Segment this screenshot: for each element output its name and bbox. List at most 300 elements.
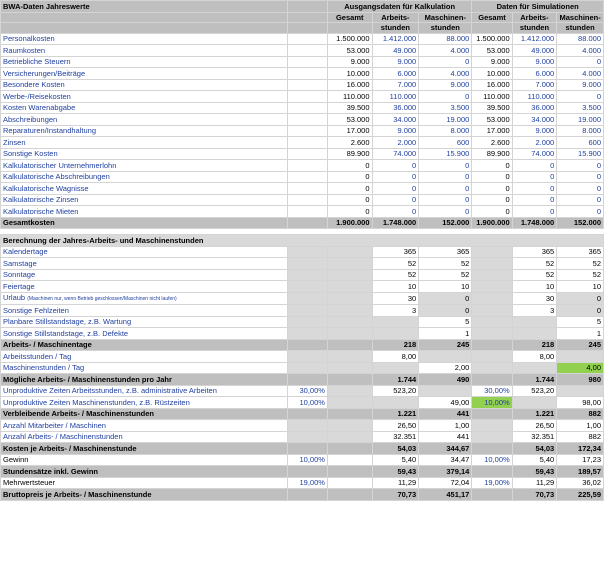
empty-cell (557, 351, 604, 363)
sim-maschine-value[interactable]: 0 (557, 305, 604, 317)
empty-cell (327, 316, 372, 328)
sim-arbeit-value[interactable]: 11,29 (512, 477, 557, 489)
cost-arbeit[interactable]: 0 (372, 160, 419, 172)
sim-arbeit-value[interactable]: 30 (512, 292, 557, 305)
cost-gesamt[interactable]: 110.000 (327, 91, 372, 103)
sim-maschine-value[interactable]: 225,59 (557, 489, 604, 501)
maschine-value[interactable]: 245 (419, 339, 472, 351)
cost-label: Versicherungen/Beiträge (1, 68, 288, 80)
empty-cell (287, 56, 327, 68)
row-label: Sonstige Stillstandstage, z.B. Defekte (1, 328, 288, 340)
sim-arbeit-value[interactable]: 70,73 (512, 489, 557, 501)
cost-arbeit[interactable]: 1.412.000 (372, 33, 419, 45)
cost-label: Raumkosten (1, 45, 288, 57)
empty-cell (327, 466, 372, 478)
cost-maschine[interactable]: 9.000 (419, 79, 472, 91)
pct-value[interactable]: 10,00% (287, 454, 327, 466)
cost-arbeit[interactable]: 0 (372, 183, 419, 195)
cost-gesamt[interactable]: 9.000 (327, 56, 372, 68)
empty-cell (287, 431, 327, 443)
sim-maschine[interactable]: 8.000 (557, 125, 604, 137)
empty-cell (327, 351, 372, 363)
cost-maschine[interactable]: 4.000 (419, 45, 472, 57)
sim-gesamt[interactable]: 0 (472, 160, 512, 172)
row-label: Anzahl Mitarbeiter / Maschinen (1, 420, 288, 432)
arbeit-value[interactable]: 365 (372, 246, 419, 258)
row-label: Kalendertage (1, 246, 288, 258)
empty-cell (327, 408, 372, 420)
subtotal-row (1, 408, 604, 420)
arbeit-value[interactable]: 32.351 (372, 431, 419, 443)
sim-maschine[interactable]: 15.900 (557, 148, 604, 160)
cost-gesamt[interactable]: 16.000 (327, 79, 372, 91)
sim-arbeit-value[interactable]: 52 (512, 258, 557, 270)
sim-arbeit-value[interactable]: 1.221 (512, 408, 557, 420)
arbeit-value[interactable]: 54,03 (372, 443, 419, 455)
empty-cell (472, 305, 512, 317)
sim-gesamt[interactable]: 16.000 (472, 79, 512, 91)
sim-arbeit-value[interactable]: 32.351 (512, 431, 557, 443)
gesamtkosten-row (1, 217, 604, 229)
table-row (1, 305, 604, 317)
cost-maschine[interactable]: 88.000 (419, 33, 472, 45)
maschine-value[interactable]: 2,00 (419, 362, 472, 374)
sim-maschine-value[interactable]: 5 (557, 316, 604, 328)
sim-maschine-value[interactable]: 172,34 (557, 443, 604, 455)
sim-arbeit[interactable]: 1.412.000 (512, 33, 557, 45)
empty-cell (472, 431, 512, 443)
arbeit-value[interactable]: 26,50 (372, 420, 419, 432)
sim-gesamt[interactable]: 0 (472, 194, 512, 206)
empty-cell (472, 489, 512, 501)
sim-maschine-value[interactable]: 10 (557, 281, 604, 293)
sim-arbeit-value[interactable]: 523,20 (512, 385, 557, 397)
sim-arbeit-value[interactable]: 3 (512, 305, 557, 317)
cost-label: Werbe-/Reisekosten (1, 91, 288, 103)
maschine-value[interactable]: 49,00 (419, 397, 472, 409)
sim-arbeit[interactable]: 0 (512, 160, 557, 172)
maschine-value[interactable]: 1,00 (419, 420, 472, 432)
table-row (1, 477, 604, 489)
empty-cell (327, 374, 372, 386)
sim-arbeit[interactable]: 74.000 (512, 148, 557, 160)
empty-cell (472, 466, 512, 478)
sim-gesamt[interactable]: 1.500.000 (472, 33, 512, 45)
empty-cell (287, 33, 327, 45)
sim-arbeit-value[interactable]: 5,40 (512, 454, 557, 466)
arbeit-value[interactable]: 523,20 (372, 385, 419, 397)
sim-arbeit-value[interactable]: 365 (512, 246, 557, 258)
empty-cell (327, 431, 372, 443)
maschine-value[interactable]: 0 (419, 292, 472, 305)
empty-cell (287, 1, 327, 13)
empty-cell (372, 362, 419, 374)
cost-gesamt[interactable]: 0 (327, 160, 372, 172)
sim-arbeit-value[interactable]: 1.744 (512, 374, 557, 386)
empty-cell (327, 454, 372, 466)
sim-arbeit[interactable]: 49.000 (512, 45, 557, 57)
row-label: Arbeits- / Maschinentage (1, 339, 288, 351)
table-row (1, 397, 604, 409)
sim-maschine-value[interactable]: 189,57 (557, 466, 604, 478)
sim-arbeit[interactable]: 0 (512, 206, 557, 218)
row-label: Stundensätze inkl. Gewinn (1, 466, 288, 478)
sim-arbeit[interactable]: 0 (512, 194, 557, 206)
cost-arbeit[interactable]: 36.000 (372, 102, 419, 114)
pct-value[interactable]: 30,00% (287, 385, 327, 397)
cost-gesamt[interactable]: 89.900 (327, 148, 372, 160)
cost-row (1, 79, 604, 91)
row-label: Unproduktive Zeiten Maschinenstunden, z.B. Rüstzeiten (1, 397, 288, 409)
sim-maschine[interactable]: 19.000 (557, 114, 604, 126)
sim-maschine[interactable]: 0 (557, 91, 604, 103)
cost-arbeit[interactable]: 9.000 (372, 125, 419, 137)
cost-maschine[interactable]: 15.900 (419, 148, 472, 160)
sim-maschine[interactable]: 0 (557, 194, 604, 206)
cost-gesamt[interactable]: 2.600 (327, 137, 372, 149)
urlaub-label (1, 292, 288, 305)
cost-row (1, 33, 604, 45)
sim-maschine[interactable]: 0 (557, 183, 604, 195)
sim-arbeit-value[interactable]: 10 (512, 281, 557, 293)
sim-gesamt[interactable]: 9.000 (472, 56, 512, 68)
table-row (1, 362, 604, 374)
cost-row (1, 137, 604, 149)
cost-arbeit[interactable]: 9.000 (372, 56, 419, 68)
sim-arbeit-value[interactable]: 26,50 (512, 420, 557, 432)
arbeit-value[interactable]: 11,29 (372, 477, 419, 489)
maschine-value[interactable]: 5 (419, 316, 472, 328)
cost-row (1, 114, 604, 126)
empty-cell (372, 328, 419, 340)
arbeit-value[interactable]: 1.744 (372, 374, 419, 386)
cost-gesamt[interactable]: 1.500.000 (327, 33, 372, 45)
cost-gesamt[interactable]: 10.000 (327, 68, 372, 80)
empty-cell (327, 477, 372, 489)
cost-arbeit[interactable]: 2.000 (372, 137, 419, 149)
cost-gesamt[interactable]: 0 (327, 194, 372, 206)
cost-maschine[interactable]: 19.000 (419, 114, 472, 126)
sim-maschine[interactable]: 0 (557, 171, 604, 183)
empty-cell (327, 246, 372, 258)
sim-arbeit[interactable]: 9.000 (512, 56, 557, 68)
cost-maschine[interactable]: 3.500 (419, 102, 472, 114)
cost-gesamt[interactable]: 53.000 (327, 45, 372, 57)
maschine-value[interactable]: 451,17 (419, 489, 472, 501)
page-title: BWA-Daten Jahreswerte (1, 1, 288, 13)
col-maschine-b: Maschinen- (557, 12, 604, 23)
cost-label: Kalkulatorische Wagnisse (1, 183, 288, 195)
empty-cell (287, 91, 327, 103)
sim-arbeit[interactable]: 2.000 (512, 137, 557, 149)
row-label: Kosten je Arbeits- / Maschinenstunde (1, 443, 288, 455)
empty-cell (287, 489, 327, 501)
sim-maschine-value[interactable]: 980 (557, 374, 604, 386)
sim-pct-value[interactable]: 10,00% (472, 454, 512, 466)
sim-pct-value[interactable]: 30,00% (472, 385, 512, 397)
sim-arbeit-value[interactable]: 8,00 (512, 351, 557, 363)
sim-maschine[interactable]: 600 (557, 137, 604, 149)
empty-cell (472, 443, 512, 455)
cost-row (1, 160, 604, 172)
cost-label: Besondere Kosten (1, 79, 288, 91)
sim-arbeit[interactable]: 36.000 (512, 102, 557, 114)
empty-cell (287, 339, 327, 351)
empty-cell (327, 362, 372, 374)
cost-arbeit[interactable]: 0 (372, 206, 419, 218)
arbeit-value[interactable]: 5,40 (372, 454, 419, 466)
empty-cell (287, 281, 327, 293)
urlaub-row (1, 292, 604, 305)
cost-maschine[interactable]: 0 (419, 183, 472, 195)
sim-gesamt[interactable]: 39.500 (472, 102, 512, 114)
sim-arbeit[interactable]: 6.000 (512, 68, 557, 80)
empty-cell (287, 217, 327, 229)
cost-label: Zinsen (1, 137, 288, 149)
maschine-value[interactable]: 72,04 (419, 477, 472, 489)
maschine-value[interactable]: 490 (419, 374, 472, 386)
row-label: Arbeitsstunden / Tag (1, 351, 288, 363)
cost-label: Personalkosten (1, 33, 288, 45)
row-label: Mehrwertsteuer (1, 477, 288, 489)
empty-cell (472, 328, 512, 340)
empty-cell (327, 397, 372, 409)
row-label: Unproduktive Zeiten Arbeitsstunden, z.B. administrative Arbeiten (1, 385, 288, 397)
cost-maschine[interactable]: 4.000 (419, 68, 472, 80)
sim-arbeit[interactable]: 34.000 (512, 114, 557, 126)
pct-value[interactable]: 19,00% (287, 477, 327, 489)
cost-arbeit[interactable]: 7.000 (372, 79, 419, 91)
sim-gesamt[interactable]: 0 (472, 206, 512, 218)
cost-maschine[interactable]: 0 (419, 171, 472, 183)
cost-row (1, 56, 604, 68)
empty-cell (327, 489, 372, 501)
cost-row (1, 91, 604, 103)
sim-gesamt[interactable]: 17.000 (472, 125, 512, 137)
sim-maschine[interactable]: 9.000 (557, 79, 604, 91)
row-label: Samstage (1, 258, 288, 270)
empty-cell (512, 316, 557, 328)
sim-maschine[interactable]: 0 (557, 206, 604, 218)
arbeit-value[interactable]: 52 (372, 269, 419, 281)
sim-maschine-value[interactable]: 1 (557, 328, 604, 340)
total-cell: 1.748.000 (372, 217, 419, 229)
day-row (1, 269, 604, 281)
sim-arbeit-value[interactable]: 59,43 (512, 466, 557, 478)
cost-gesamt[interactable]: 17.000 (327, 125, 372, 137)
arbeit-value[interactable]: 70,73 (372, 489, 419, 501)
sim-maschine[interactable]: 4.000 (557, 68, 604, 80)
sim-gesamt[interactable]: 53.000 (472, 45, 512, 57)
sim-maschine[interactable]: 88.000 (557, 33, 604, 45)
cost-maschine[interactable]: 0 (419, 91, 472, 103)
empty-cell (287, 114, 327, 126)
col-gesamt-b: Gesamt (472, 12, 512, 23)
row-label: Verbleibende Arbeits- / Maschinenstunden (1, 408, 288, 420)
sim-arbeit[interactable]: 9.000 (512, 125, 557, 137)
group-ausgangsdaten: Ausgangsdaten für Kalkulation (327, 1, 471, 13)
arbeit-value[interactable]: 218 (372, 339, 419, 351)
empty-cell (327, 328, 372, 340)
empty-cell (327, 443, 372, 455)
maschine-value[interactable]: 441 (419, 431, 472, 443)
empty-cell (287, 258, 327, 270)
col-maschine: Maschinen- (419, 12, 472, 23)
sim-gesamt[interactable]: 2.600 (472, 137, 512, 149)
cost-maschine[interactable]: 0 (419, 56, 472, 68)
sim-gesamt[interactable]: 89.900 (472, 148, 512, 160)
cost-arbeit[interactable]: 0 (372, 171, 419, 183)
cost-arbeit[interactable]: 34.000 (372, 114, 419, 126)
subtotal-row (1, 443, 604, 455)
cost-label: Kalkulatorische Abschreibungen (1, 171, 288, 183)
row-label: Planbare Stillstandstage, z.B. Wartung (1, 316, 288, 328)
cost-maschine[interactable]: 0 (419, 194, 472, 206)
subtotal-row (1, 339, 604, 351)
arbeit-value[interactable]: 10 (372, 281, 419, 293)
empty-cell (287, 102, 327, 114)
arbeit-value[interactable]: 52 (372, 258, 419, 270)
col-maschine-2-b: stunden (557, 23, 604, 34)
sim-gesamt[interactable]: 110.000 (472, 91, 512, 103)
cost-gesamt[interactable]: 53.000 (327, 114, 372, 126)
total-cell: 152.000 (557, 217, 604, 229)
sim-gesamt[interactable]: 0 (472, 171, 512, 183)
cost-row (1, 102, 604, 114)
col-arbeit-2: stunden (372, 23, 419, 34)
sim-maschine-value[interactable]: 36,02 (557, 477, 604, 489)
col-maschine-2: stunden (419, 23, 472, 34)
sim-maschine-value[interactable]: 52 (557, 258, 604, 270)
total-cell: 1.900.000 (327, 217, 372, 229)
empty-cell (472, 258, 512, 270)
sim-maschine-value[interactable]: 245 (557, 339, 604, 351)
maschine-value[interactable]: 0 (419, 305, 472, 317)
total-cell: 152.000 (419, 217, 472, 229)
cost-maschine[interactable]: 8.000 (419, 125, 472, 137)
header-row (1, 23, 604, 34)
empty-cell (472, 281, 512, 293)
empty-cell (472, 420, 512, 432)
sim-maschine[interactable]: 3.500 (557, 102, 604, 114)
cost-row (1, 194, 604, 206)
arbeit-value[interactable]: 1.221 (372, 408, 419, 420)
cost-gesamt[interactable]: 39.500 (327, 102, 372, 114)
header-row (1, 1, 604, 13)
sim-arbeit[interactable]: 0 (512, 171, 557, 183)
cost-maschine[interactable]: 0 (419, 206, 472, 218)
empty-cell (327, 385, 372, 397)
sim-arbeit-value[interactable]: 218 (512, 339, 557, 351)
sim-arbeit-value[interactable]: 52 (512, 269, 557, 281)
empty-cell (287, 443, 327, 455)
cost-arbeit[interactable]: 49.000 (372, 45, 419, 57)
arbeit-value[interactable]: 8,00 (372, 351, 419, 363)
cost-arbeit[interactable]: 74.000 (372, 148, 419, 160)
sim-maschine[interactable]: 0 (557, 160, 604, 172)
empty-cell (287, 183, 327, 195)
sim-arbeit-value[interactable]: 54,03 (512, 443, 557, 455)
cost-label: Reparaturen/Instandhaltung (1, 125, 288, 137)
arbeit-value[interactable]: 3 (372, 305, 419, 317)
empty-cell (557, 385, 604, 397)
row-label: Feiertage (1, 281, 288, 293)
sim-maschine[interactable]: 4.000 (557, 45, 604, 57)
sim-maschine-value[interactable]: 4,00 (557, 362, 604, 374)
cost-row (1, 206, 604, 218)
sim-maschine-value[interactable]: 98,00 (557, 397, 604, 409)
arbeit-value[interactable]: 30 (372, 292, 419, 305)
sim-gesamt[interactable]: 53.000 (472, 114, 512, 126)
sim-maschine-value[interactable]: 0 (557, 292, 604, 305)
sim-arbeit[interactable]: 7.000 (512, 79, 557, 91)
cost-row (1, 68, 604, 80)
row-label: Mögliche Arbeits- / Maschinenstunden pro Jahr (1, 374, 288, 386)
empty-cell (327, 305, 372, 317)
empty-cell (472, 316, 512, 328)
sim-gesamt[interactable]: 10.000 (472, 68, 512, 80)
sim-pct-value[interactable]: 19,00% (472, 477, 512, 489)
maschine-value[interactable]: 10 (419, 281, 472, 293)
maschine-value[interactable]: 441 (419, 408, 472, 420)
cost-arbeit[interactable]: 6.000 (372, 68, 419, 80)
maschine-value[interactable]: 1 (419, 328, 472, 340)
empty-cell (512, 362, 557, 374)
cost-label: Kalkulatorischer Unternehmerlohn (1, 160, 288, 172)
maschine-value[interactable]: 52 (419, 258, 472, 270)
sim-maschine[interactable]: 0 (557, 56, 604, 68)
empty-cell (472, 246, 512, 258)
empty-cell (327, 292, 372, 305)
cost-arbeit[interactable]: 0 (372, 194, 419, 206)
sim-maschine-value[interactable]: 1,00 (557, 420, 604, 432)
sim-arbeit[interactable]: 0 (512, 183, 557, 195)
maschine-value[interactable]: 365 (419, 246, 472, 258)
arbeit-value[interactable]: 59,43 (372, 466, 419, 478)
sim-maschine-value[interactable]: 882 (557, 431, 604, 443)
maschine-value[interactable]: 344,67 (419, 443, 472, 455)
pct-value[interactable]: 10,00% (287, 397, 327, 409)
table-row (1, 454, 604, 466)
cost-maschine[interactable]: 600 (419, 137, 472, 149)
sim-maschine-value[interactable]: 882 (557, 408, 604, 420)
row-label: Maschinenstunden / Tag (1, 362, 288, 374)
sim-pct-value[interactable]: 10,00% (472, 397, 512, 409)
row-label: Bruttopreis je Arbeits- / Maschinenstunde (1, 489, 288, 501)
empty-cell (287, 305, 327, 317)
cost-gesamt[interactable]: 0 (327, 206, 372, 218)
maschine-value[interactable]: 379,14 (419, 466, 472, 478)
sim-maschine-value[interactable]: 52 (557, 269, 604, 281)
cost-arbeit[interactable]: 110.000 (372, 91, 419, 103)
cost-row (1, 45, 604, 57)
cost-gesamt[interactable]: 0 (327, 183, 372, 195)
empty-cell (287, 246, 327, 258)
empty-cell (287, 408, 327, 420)
total-cell: 1.748.000 (512, 217, 557, 229)
day-row (1, 281, 604, 293)
maschine-value[interactable]: 52 (419, 269, 472, 281)
sim-gesamt[interactable]: 0 (472, 183, 512, 195)
empty-cell (372, 316, 419, 328)
cost-gesamt[interactable]: 0 (327, 171, 372, 183)
maschine-value[interactable]: 34,47 (419, 454, 472, 466)
cost-maschine[interactable]: 0 (419, 160, 472, 172)
sim-maschine-value[interactable]: 17,23 (557, 454, 604, 466)
day-row (1, 258, 604, 270)
sim-maschine-value[interactable]: 365 (557, 246, 604, 258)
sim-arbeit[interactable]: 110.000 (512, 91, 557, 103)
